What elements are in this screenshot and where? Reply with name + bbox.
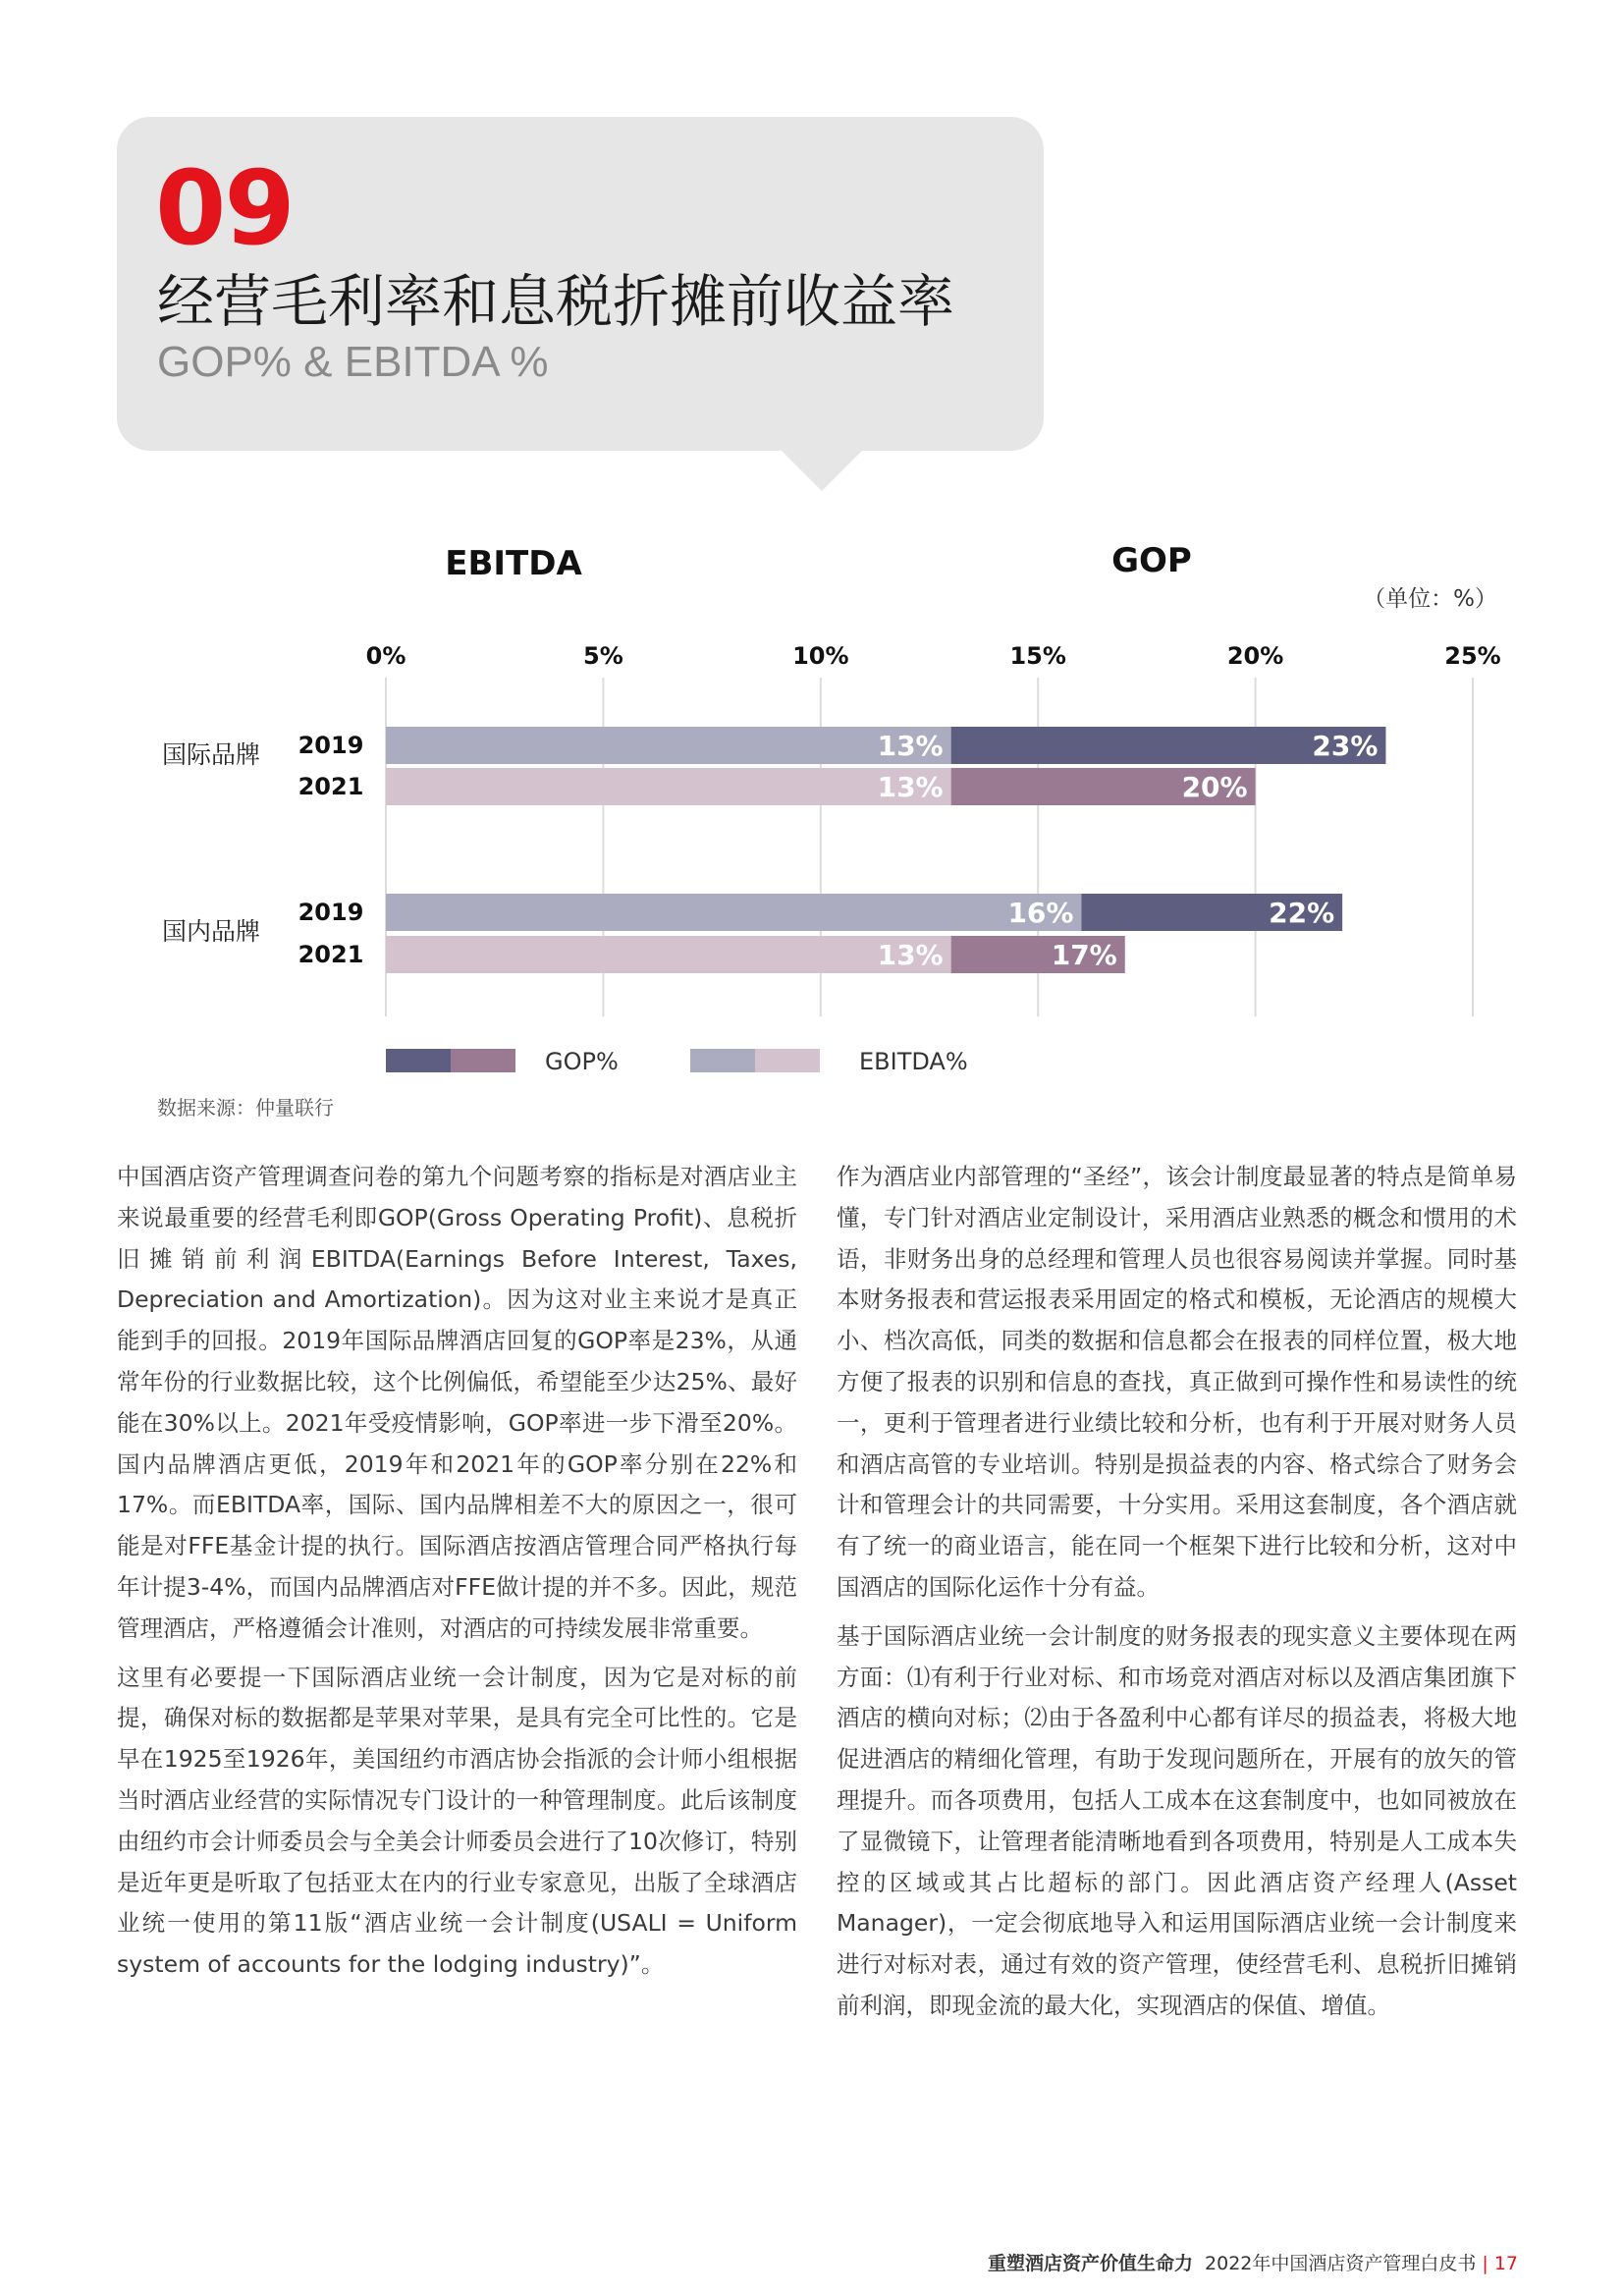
legend-label: GOP% [545,1048,619,1075]
gop-data-label: 20% [1181,771,1248,803]
margin-bar-chart [0,0,1623,1090]
ebitda-data-label: 13% [877,730,944,762]
x-tick-label: 20% [1226,642,1284,670]
x-tick-label: 25% [1444,642,1501,670]
footer-separator: | [1482,2253,1488,2274]
year-label: 2019 [298,899,364,926]
body-paragraph: 基于国际酒店业统一会计制度的财务报表的现实意义主要体现在两方面：⑴有利于行业对标、和市场竞对酒店对标以及酒店集团旗下酒店的横向对标；⑵由于各盈利中心都有详尽的损益表，将极大地促进酒店的精细化管理，有助于发现问题所在，开展有的放矢的管理提升。而各项费用，包括人工成本在这套制度中，也如同被放在了显微镜下，让管理者能清晰地看到各项费用，特别是人工成本失控的区域或其占比超标的部门。因此酒店资产经理人(Asset Manager)，一定会彻底地导入和运用国际酒店业统一会计制度来进行对标对表，通过有效的资产管理，使经营毛利、息税折旧摊销前利润，即现金流的最大化，实现酒店的保值、增值。 [837,1621,1517,2019]
chart-header-gop: GOP [1111,541,1192,580]
body-column-right [837,1157,1517,2035]
legend-swatch [386,1049,451,1072]
year-label: 2021 [298,773,364,800]
chart-unit-label: （单位：%） [1363,586,1497,612]
ebitda-data-label: 13% [877,939,944,971]
data-source: 数据来源：仲量联行 [157,1096,334,1120]
legend-swatch [755,1049,820,1072]
ebitda-data-label: 13% [877,771,944,803]
body-paragraph: 这里有必要提一下国际酒店业统一会计制度，因为它是对标的前提，确保对标的数据都是苹果对苹果，是具有完全可比性的。它是早在1925至1926年，美国纽约市酒店协会指派的会计师小组根据当时酒店业经营的实际情况专门设计的一种管理制度。此后该制度由纽约市会计师委员会与全美会计师委员会进行了10次修订，特别是近年更是听取了包括亚太在内的行业专家意见，出版了全球酒店业统一使用的第11版“酒店业统一会计制度(USALI = Uniform system of accounts for the lodging industry)”。 [117,1663,797,1979]
footer-tagline: 重塑酒店资产价值生命力 [987,2253,1193,2274]
section-title-cn: 经营毛利率和息税折摊前收益率 [157,268,955,335]
chart-header-ebitda: EBITDA [445,544,582,583]
body-column-left [117,1157,797,1994]
section-number: 09 [155,148,294,268]
footer-report-title: 2022年中国酒店资产管理白皮书 [1205,2253,1477,2274]
gop-data-label: 17% [1051,939,1117,971]
ebitda-bar [386,727,951,764]
x-tick-label: 5% [583,642,623,670]
body-paragraph: 作为酒店业内部管理的“圣经”，该会计制度最显著的特点是简单易懂，专门针对酒店业定制设计，采用酒店业熟悉的概念和惯用的术语，非财务出身的总经理和管理人员也很容易阅读并掌握。同时基本财务报表和营运报表采用固定的格式和模板，无论酒店的规模大小、档次高低，同类的数据和信息都会在报表的同样位置，极大地方便了报表的识别和信息的查找，真正做到可操作性和易读性的统一，更利于管理者进行业绩比较和分析，也有利于开展对财务人员和酒店高管的专业培训。特别是损益表的内容、格式综合了财务会计和管理会计的共同需要，十分实用。采用这套制度，各个酒店就有了统一的商业语言，能在同一个框架下进行比较和分析，这对中国酒店的国际化运作十分有益。 [837,1163,1517,1601]
gop-data-label: 23% [1312,730,1379,762]
x-tick-label: 0% [365,642,406,670]
gop-data-label: 22% [1269,897,1335,929]
ebitda-bar [386,936,951,973]
year-label: 2019 [298,732,364,759]
group-label: 国际品牌 [161,740,261,769]
ebitda-data-label: 16% [1007,897,1074,929]
x-tick-label: 10% [792,642,849,670]
page-number: 17 [1493,2253,1518,2274]
legend-swatch [451,1049,515,1072]
ebitda-bar [386,768,951,805]
year-label: 2021 [298,941,364,968]
section-title-en: GOP% & EBITDA % [157,338,549,386]
legend-swatch [690,1049,755,1072]
page-footer [988,2249,1518,2275]
x-tick-label: 15% [1009,642,1066,670]
legend-label: EBITDA% [859,1048,968,1075]
group-label: 国内品牌 [161,917,261,946]
ebitda-bar [386,894,1081,931]
body-paragraph: 中国酒店资产管理调查问卷的第九个问题考察的指标是对酒店业主来说最重要的经营毛利即GOP(Gross Operating Profit)、息税折旧摊销前利润EBITDA(Earnings Before Interest, Taxes, Depreciation and Amortization)。因为这对业主来说才是真正能到手的回报。2019年国际品牌酒店回复的GOP率是23%，从通常年份的行业数据比较，这个比例偏低，希望能至少达25%、最好能在30%以上。2021年受疫情影响，GOP率进一步下滑至20%。国内品牌酒店更低，2019年和2021年的GOP率分别在22%和17%。而EBITDA率，国际、国内品牌相差不大的原因之一，很可能是对FFE基金计提的执行。国际酒店按酒店管理合同严格执行每年计提3-4%，而国内品牌酒店对FFE做计提的并不多。因此，规范管理酒店，严格遵循会计准则，对酒店的可持续发展非常重要。 [117,1163,797,1642]
